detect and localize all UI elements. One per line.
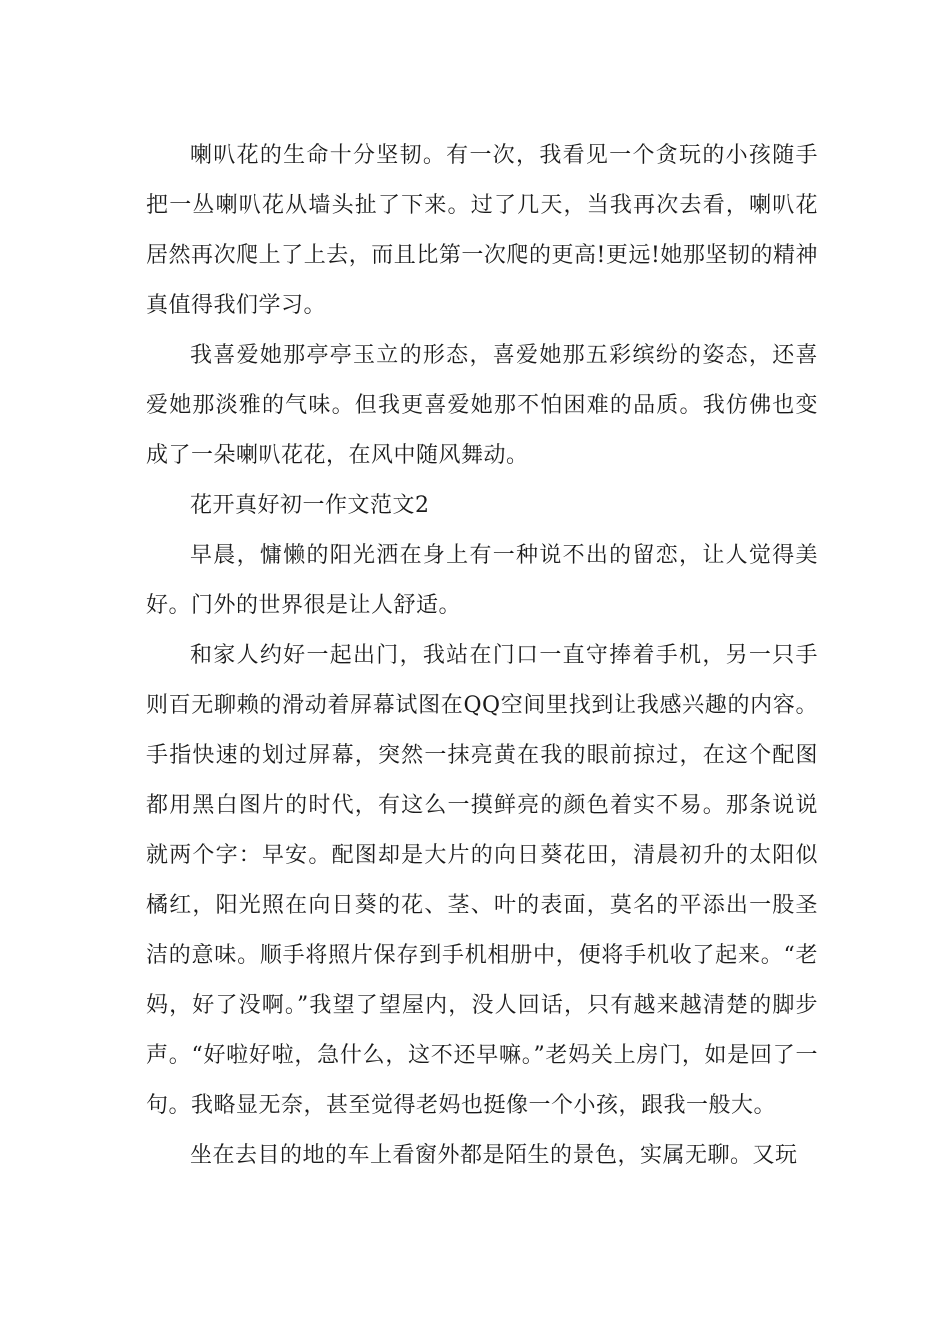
paragraph-morning-glory-admiration: 我喜爱她那亭亭玉立的形态，喜爱她那五彩缤纷的姿态，还喜爱她那淡雅的气味。但我更喜爱她那不怕困难的品质。我仿佛也变成了一朵喇叭花花，在风中随风舞动。 [146,343,818,468]
paragraph-going-out: 和家人约好一起出门，我站在门口一直守捧着手机，另一只手则百无聊赖的滑动着屏幕试图在QQ空间里找到让我感兴趣的内容。手指快速的划过屏幕，突然一抹亮黄在我的眼前掠过，在这个配图都用黑白图片的时代，有这么一摸鲜亮的颜色着实不易。那条说说就两个字：早安。配图却是大片的向日葵花田，清晨初升的太阳似橘红，阳光照在向日葵的花、茎、叶的表面，莫名的平添出一股圣洁的意味。顺手将照片保存到手机相册中，便将手机收了起来。“老妈，好了没啊。”我望了望屋内，没人回话，只有越来越清楚的脚步声。“好啦好啦，急什么，这不还早嘛。”老妈关上房门，如是回了一句。我略显无奈，甚至觉得老妈也挺像一个小孩，跟我一般大。 [146,643,818,1118]
essay-heading: 花开真好初一作文范文2 [190,493,430,518]
paragraph-morning-glory-resilience: 喇叭花的生命十分坚韧。有一次，我看见一个贪玩的小孩随手把一丛喇叭花从墙头扯了下来。过了几天，当我再次去看，喇叭花居然再次爬上了上去，而且比第一次爬的更高!更远!她那坚韧的精神真值得我们学习。 [146,143,818,318]
paragraph-car-ride: 坐在去目的地的车上看窗外都是陌生的景色，实属无聊。又玩 [190,1143,798,1168]
article-body [146,131,818,1181]
paragraph-morning-sunlight: 早晨，慵懒的阳光洒在身上有一种说不出的留恋，让人觉得美好。门外的世界很是让人舒适。 [146,543,818,618]
